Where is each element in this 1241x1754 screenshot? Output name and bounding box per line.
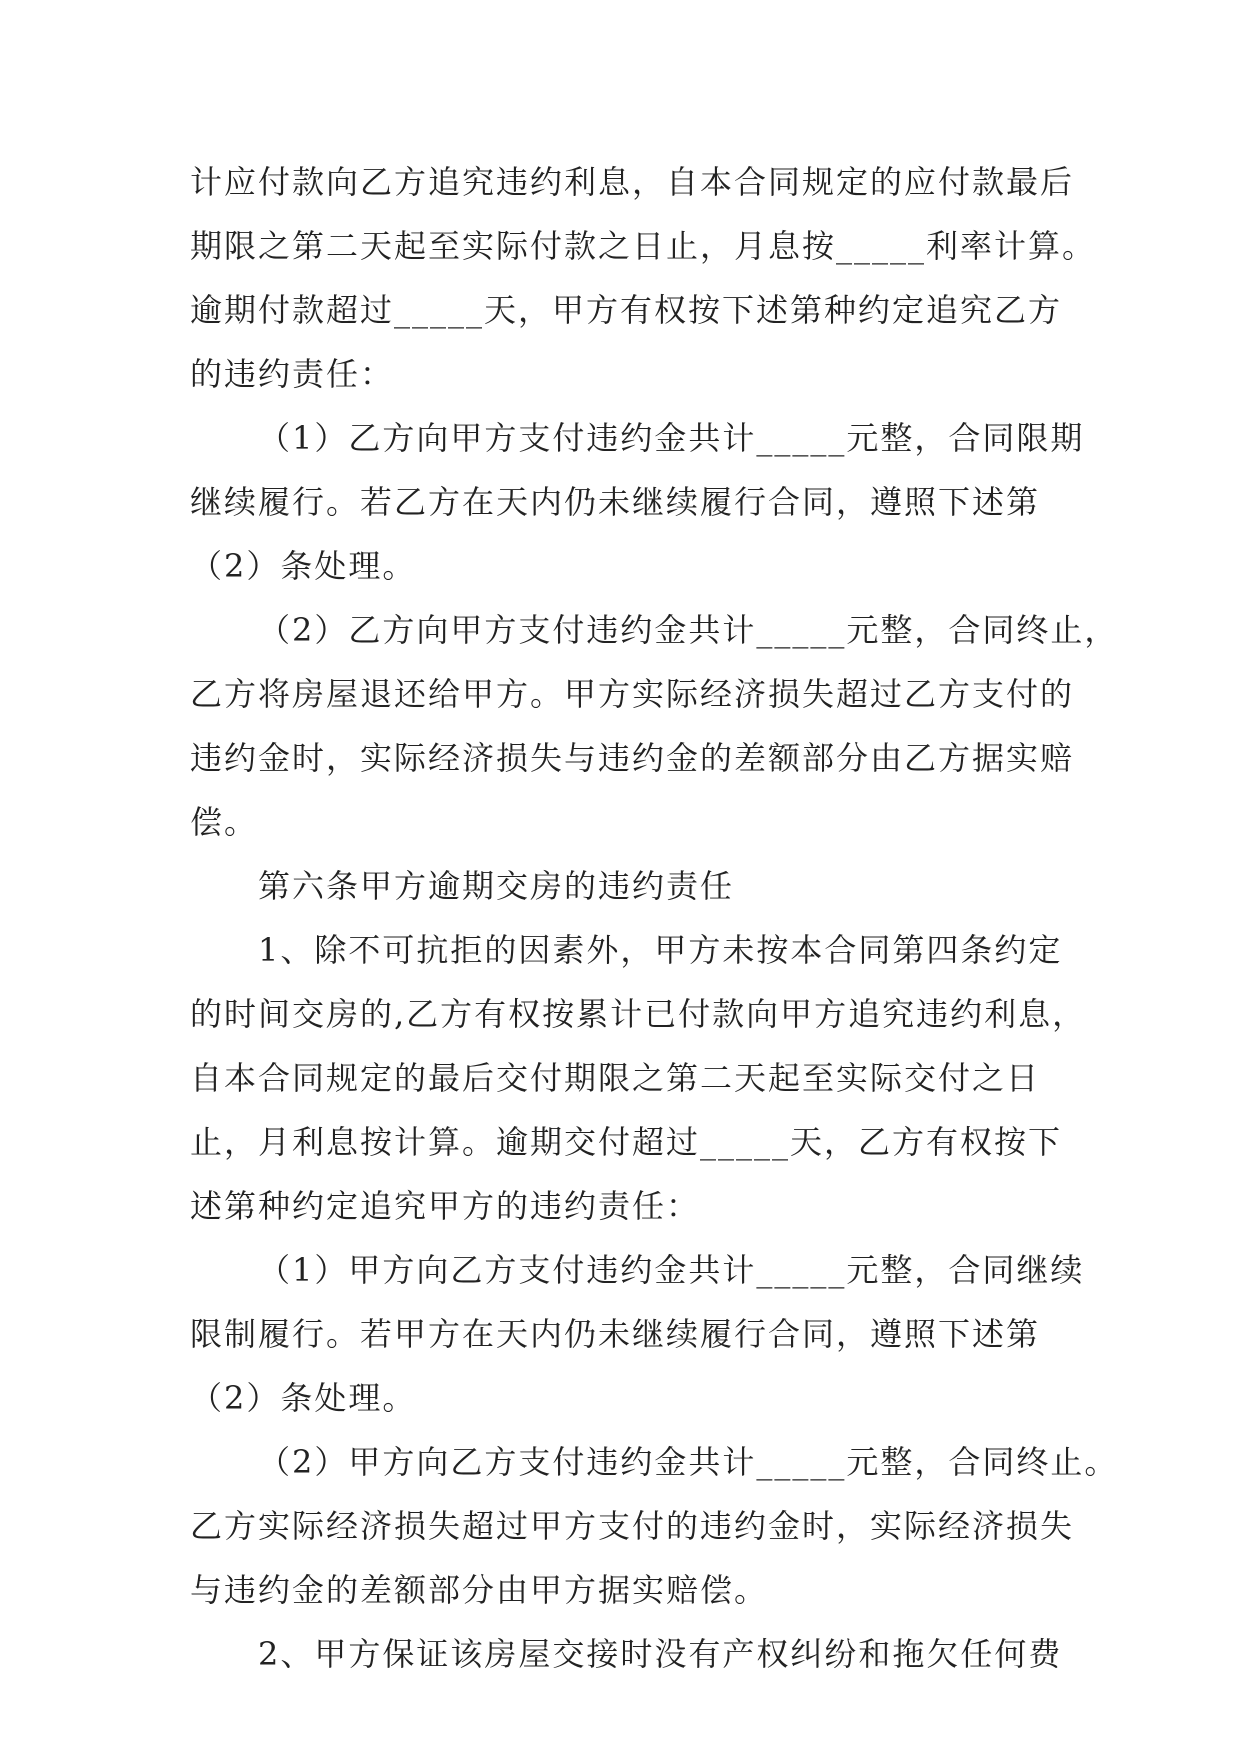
- text-line: 违约金时，实际经济损失与违约金的差额部分由乙方据实赔: [190, 739, 1075, 777]
- text-line: 述第种约定追究甲方的违约责任：: [190, 1187, 701, 1225]
- text-line: 与违约金的差额部分由甲方据实赔偿。: [190, 1571, 769, 1609]
- text-line: 的违约责任：: [190, 355, 395, 393]
- text-line: （1）乙方向甲方支付违约金共计_____元整，合同限期: [258, 419, 1085, 457]
- text-line: 乙方将房屋退还给甲方。甲方实际经济损失超过乙方支付的: [190, 675, 1075, 713]
- text-line: 继续履行。若乙方在天内仍未继续履行合同，遵照下述第: [190, 483, 1041, 521]
- text-line: 逾期付款超过_____天，甲方有权按下述第种约定追究乙方: [190, 291, 1063, 329]
- text-line: （2）甲方向乙方支付违约金共计_____元整，合同终止。: [258, 1443, 1119, 1481]
- text-line: （2）乙方向甲方支付违约金共计_____元整，合同终止，: [258, 611, 1119, 649]
- text-line: 偿。: [190, 803, 259, 841]
- text-line: （2）条处理。: [190, 1379, 417, 1417]
- text-line: 限制履行。若甲方在天内仍未继续履行合同，遵照下述第: [190, 1315, 1041, 1353]
- text-line: 2、甲方保证该房屋交接时没有产权纠纷和拖欠任何费: [258, 1635, 1063, 1673]
- text-line: 自本合同规定的最后交付期限之第二天起至实际交付之日: [190, 1059, 1041, 1097]
- text-line: 乙方实际经济损失超过甲方支付的违约金时，实际经济损失: [190, 1507, 1075, 1545]
- text-line: 止，月利息按计算。逾期交付超过_____天，乙方有权按下: [190, 1123, 1063, 1161]
- text-line: 期限之第二天起至实际付款之日止，月息按_____利率计算。: [190, 227, 1097, 265]
- text-line: 的时间交房的,乙方有权按累计已付款向甲方追究违约利息，: [190, 995, 1087, 1033]
- section-heading: 第六条甲方逾期交房的违约责任: [258, 867, 735, 905]
- text-line: （1）甲方向乙方支付违约金共计_____元整，合同继续: [258, 1251, 1085, 1289]
- text-line: 1、除不可抗拒的因素外，甲方未按本合同第四条约定: [258, 931, 1063, 969]
- text-line: （2）条处理。: [190, 547, 417, 585]
- text-line: 计应付款向乙方追究违约利息，自本合同规定的应付款最后: [190, 163, 1075, 201]
